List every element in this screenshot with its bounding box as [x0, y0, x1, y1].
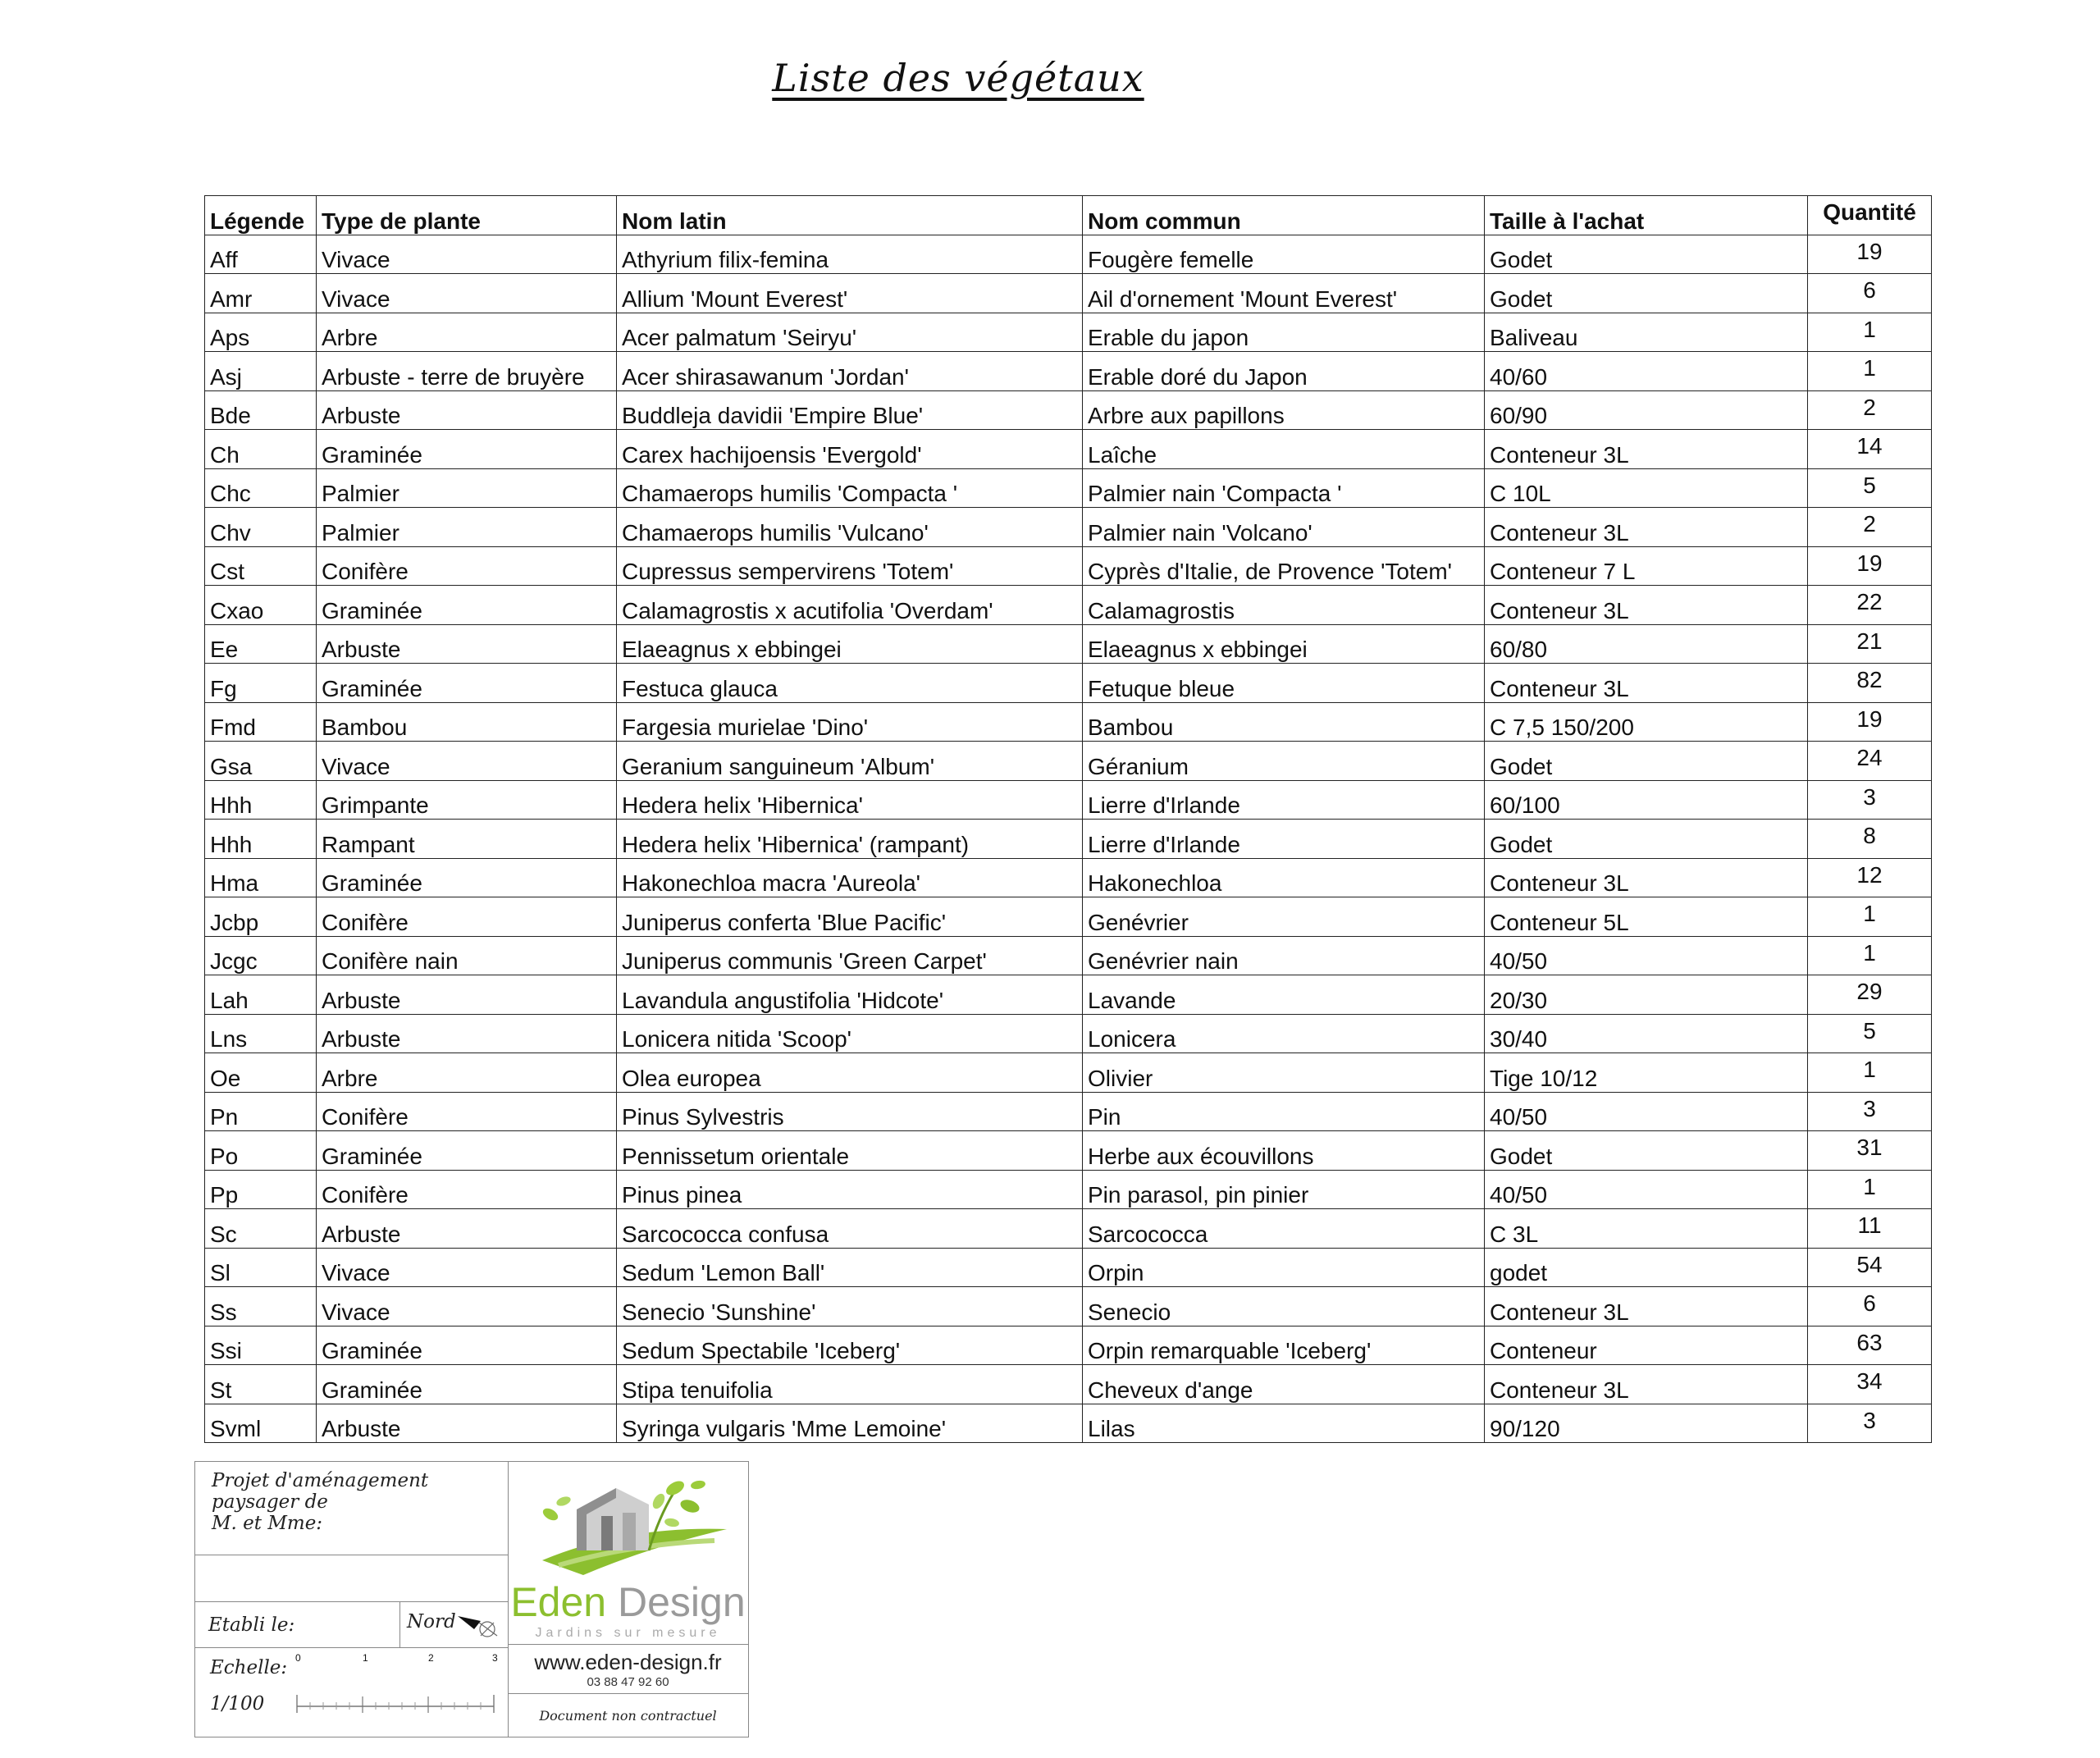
- cell-type: Bambou: [317, 702, 617, 742]
- brand-name-part1: Eden: [510, 1579, 607, 1625]
- cell-quantite: 3: [1808, 780, 1932, 820]
- website-link[interactable]: www.eden-design.fr: [534, 1650, 722, 1674]
- cell-taille: Conteneur 3L: [1485, 664, 1808, 703]
- cell-legende: Jcbp: [205, 897, 317, 937]
- cell-nom-latin: Juniperus communis 'Green Carpet': [617, 936, 1083, 975]
- cell-quantite: 1: [1808, 1170, 1932, 1209]
- page-title: Liste des végétaux: [772, 56, 1144, 100]
- cell-legende: Oe: [205, 1053, 317, 1093]
- cell-quantite: 11: [1808, 1209, 1932, 1249]
- scale-value: 1/100: [210, 1693, 265, 1715]
- cell-nom-latin: Calamagrostis x acutifolia 'Overdam': [617, 586, 1083, 625]
- cell-nom-commun: Cyprès d'Italie, de Provence 'Totem': [1083, 546, 1485, 586]
- cell-taille: godet: [1485, 1248, 1808, 1287]
- cell-taille: Conteneur 3L: [1485, 508, 1808, 547]
- cell-type: Palmier: [317, 508, 617, 547]
- cell-nom-commun: Ail d'ornement 'Mount Everest': [1083, 274, 1485, 313]
- cell-quantite: 3: [1808, 1092, 1932, 1131]
- brand-tagline: Jardins sur mesure: [535, 1626, 721, 1640]
- cell-legende: Sc: [205, 1209, 317, 1249]
- cell-type: Conifère: [317, 1170, 617, 1209]
- cell-legende: Asj: [205, 352, 317, 391]
- table-row: [205, 858, 1932, 897]
- cell-taille: Conteneur 5L: [1485, 897, 1808, 937]
- cell-nom-latin: Syringa vulgaris 'Mme Lemoine': [617, 1404, 1083, 1443]
- cell-nom-latin: Elaeagnus x ebbingei: [617, 624, 1083, 664]
- table-row: [205, 1014, 1932, 1053]
- table-row: [205, 1209, 1932, 1249]
- cell-taille: 20/30: [1485, 975, 1808, 1015]
- cell-nom-commun: Lierre d'Irlande: [1083, 820, 1485, 859]
- cell-quantite: 21: [1808, 624, 1932, 664]
- cell-legende: Pp: [205, 1170, 317, 1209]
- table-row: [205, 1287, 1932, 1326]
- cell-nom-latin: Carex hachijoensis 'Evergold': [617, 430, 1083, 469]
- cell-quantite: 19: [1808, 702, 1932, 742]
- header-legende: Légende: [205, 196, 317, 235]
- cell-type: Grimpante: [317, 780, 617, 820]
- cell-nom-commun: Cheveux d'ange: [1083, 1365, 1485, 1404]
- cell-legende: Chc: [205, 468, 317, 508]
- cell-taille: Godet: [1485, 274, 1808, 313]
- cell-nom-latin: Hakonechloa macra 'Aureola': [617, 858, 1083, 897]
- cell-quantite: 6: [1808, 1287, 1932, 1326]
- cell-nom-commun: Fougère femelle: [1083, 235, 1485, 274]
- scale-bar: [294, 1690, 499, 1715]
- cell-nom-latin: Acer shirasawanum 'Jordan': [617, 352, 1083, 391]
- cell-nom-commun: Olivier: [1083, 1053, 1485, 1093]
- established-label: Etabli le:: [208, 1614, 295, 1636]
- table-row: [205, 546, 1932, 586]
- cell-nom-latin: Hedera helix 'Hibernica' (rampant): [617, 820, 1083, 859]
- cell-type: Palmier: [317, 468, 617, 508]
- scale-tick-2: 2: [428, 1652, 434, 1664]
- cell-nom-latin: Sedum Spectabile 'Iceberg': [617, 1326, 1083, 1365]
- cell-legende: St: [205, 1365, 317, 1404]
- cell-nom-latin: Chamaerops humilis 'Compacta ': [617, 468, 1083, 508]
- table-header-row: [205, 196, 1932, 235]
- table-row: [205, 1404, 1932, 1443]
- header-nom-commun: Nom commun: [1083, 196, 1485, 235]
- cell-quantite: 1: [1808, 1053, 1932, 1093]
- cell-nom-commun: Lilas: [1083, 1404, 1485, 1443]
- cell-legende: Hma: [205, 858, 317, 897]
- cell-legende: Jcgc: [205, 936, 317, 975]
- cell-type: Vivace: [317, 235, 617, 274]
- cell-nom-commun: Arbre aux papillons: [1083, 390, 1485, 430]
- cell-nom-latin: Juniperus conferta 'Blue Pacific': [617, 897, 1083, 937]
- cell-taille: Baliveau: [1485, 313, 1808, 352]
- cell-nom-commun: Sarcococca: [1083, 1209, 1485, 1249]
- cell-legende: Gsa: [205, 742, 317, 781]
- cell-legende: Cst: [205, 546, 317, 586]
- cell-nom-commun: Lonicera: [1083, 1014, 1485, 1053]
- cell-quantite: 82: [1808, 664, 1932, 703]
- cell-nom-latin: Festuca glauca: [617, 664, 1083, 703]
- table-row: [205, 586, 1932, 625]
- cell-taille: Conteneur 3L: [1485, 1287, 1808, 1326]
- table-row: [205, 936, 1932, 975]
- cell-nom-commun: Bambou: [1083, 702, 1485, 742]
- cell-taille: 60/80: [1485, 624, 1808, 664]
- cell-nom-latin: Acer palmatum 'Seiryu': [617, 313, 1083, 352]
- table-row: [205, 975, 1932, 1015]
- cell-type: Graminée: [317, 858, 617, 897]
- table-row: [205, 1365, 1932, 1404]
- cell-quantite: 29: [1808, 975, 1932, 1015]
- cell-taille: C 10L: [1485, 468, 1808, 508]
- cell-nom-latin: Olea europea: [617, 1053, 1083, 1093]
- table-row: [205, 897, 1932, 937]
- cell-taille: 60/90: [1485, 390, 1808, 430]
- cell-legende: Bde: [205, 390, 317, 430]
- cell-type: Arbuste - terre de bruyère: [317, 352, 617, 391]
- cell-type: Vivace: [317, 274, 617, 313]
- phone-number: 03 88 47 92 60: [587, 1675, 669, 1689]
- table-row: [205, 780, 1932, 820]
- cell-legende: Fg: [205, 664, 317, 703]
- table-row: [205, 1131, 1932, 1171]
- cell-quantite: 2: [1808, 508, 1932, 547]
- brand-name-part2: Design: [618, 1579, 746, 1625]
- scale-tick-3: 3: [492, 1652, 498, 1664]
- cell-nom-commun: Géranium: [1083, 742, 1485, 781]
- table-row: [205, 390, 1932, 430]
- cell-taille: 90/120: [1485, 1404, 1808, 1443]
- table-row: [205, 352, 1932, 391]
- header-quantite: Quantité: [1808, 196, 1932, 235]
- cell-taille: 40/60: [1485, 352, 1808, 391]
- table-row: [205, 274, 1932, 313]
- eden-design-logo: [526, 1468, 731, 1583]
- cell-nom-latin: Fargesia murielae 'Dino': [617, 702, 1083, 742]
- cell-quantite: 2: [1808, 390, 1932, 430]
- disclaimer: Document non contractuel: [539, 1708, 717, 1724]
- cell-nom-commun: Calamagrostis: [1083, 586, 1485, 625]
- cell-taille: C 7,5 150/200: [1485, 702, 1808, 742]
- cell-quantite: 8: [1808, 820, 1932, 859]
- cell-legende: Chv: [205, 508, 317, 547]
- cell-legende: Lns: [205, 1014, 317, 1053]
- cell-quantite: 19: [1808, 546, 1932, 586]
- cell-legende: Aps: [205, 313, 317, 352]
- cell-nom-commun: Elaeagnus x ebbingei: [1083, 624, 1485, 664]
- header-type: Type de plante: [317, 196, 617, 235]
- cell-nom-latin: Chamaerops humilis 'Vulcano': [617, 508, 1083, 547]
- cell-type: Graminée: [317, 1131, 617, 1171]
- cell-taille: 40/50: [1485, 936, 1808, 975]
- cell-nom-commun: Hakonechloa: [1083, 858, 1485, 897]
- cell-legende: Hhh: [205, 780, 317, 820]
- cell-taille: Conteneur 3L: [1485, 1365, 1808, 1404]
- cell-legende: Ssi: [205, 1326, 317, 1365]
- cell-legende: Ee: [205, 624, 317, 664]
- project-line-2: M. et Mme:: [212, 1513, 323, 1534]
- cell-nom-commun: Orpin remarquable 'Iceberg': [1083, 1326, 1485, 1365]
- header-nom-latin: Nom latin: [617, 196, 1083, 235]
- cell-quantite: 54: [1808, 1248, 1932, 1287]
- cell-type: Conifère: [317, 897, 617, 937]
- cell-taille: Conteneur 3L: [1485, 586, 1808, 625]
- cell-legende: Pn: [205, 1092, 317, 1131]
- table-row: [205, 1092, 1932, 1131]
- cell-type: Arbuste: [317, 1404, 617, 1443]
- cell-nom-latin: Geranium sanguineum 'Album': [617, 742, 1083, 781]
- table-row: [205, 624, 1932, 664]
- title-block-brand: [508, 1462, 748, 1737]
- cell-quantite: 12: [1808, 858, 1932, 897]
- cell-type: Graminée: [317, 586, 617, 625]
- cell-nom-commun: Pin parasol, pin pinier: [1083, 1170, 1485, 1209]
- cell-type: Vivace: [317, 1248, 617, 1287]
- cell-quantite: 5: [1808, 468, 1932, 508]
- cell-legende: Ch: [205, 430, 317, 469]
- cell-nom-latin: Cupressus sempervirens 'Totem': [617, 546, 1083, 586]
- scale-label: Echelle:: [210, 1657, 288, 1678]
- cell-taille: 40/50: [1485, 1170, 1808, 1209]
- cell-nom-commun: Senecio: [1083, 1287, 1485, 1326]
- cell-quantite: 22: [1808, 586, 1932, 625]
- cell-legende: Ss: [205, 1287, 317, 1326]
- cell-nom-commun: Erable doré du Japon: [1083, 352, 1485, 391]
- table-row: [205, 235, 1932, 274]
- cell-type: Arbre: [317, 1053, 617, 1093]
- cell-legende: Fmd: [205, 702, 317, 742]
- cell-taille: Conteneur: [1485, 1326, 1808, 1365]
- cell-type: Arbuste: [317, 1014, 617, 1053]
- cell-taille: Godet: [1485, 235, 1808, 274]
- cell-nom-latin: Allium 'Mount Everest': [617, 274, 1083, 313]
- scale-tick-1: 1: [363, 1652, 368, 1664]
- cell-quantite: 1: [1808, 897, 1932, 937]
- cell-quantite: 19: [1808, 235, 1932, 274]
- cell-quantite: 14: [1808, 430, 1932, 469]
- cell-nom-latin: Sedum 'Lemon Ball': [617, 1248, 1083, 1287]
- cell-taille: 40/50: [1485, 1092, 1808, 1131]
- table-row: [205, 508, 1932, 547]
- cell-nom-commun: Herbe aux écouvillons: [1083, 1131, 1485, 1171]
- cell-quantite: 1: [1808, 313, 1932, 352]
- cell-quantite: 3: [1808, 1404, 1932, 1443]
- cell-taille: Godet: [1485, 742, 1808, 781]
- cell-type: Rampant: [317, 820, 617, 859]
- table-row: [205, 820, 1932, 859]
- cell-legende: Hhh: [205, 820, 317, 859]
- table-row: [205, 1170, 1932, 1209]
- cell-nom-commun: Palmier nain 'Volcano': [1083, 508, 1485, 547]
- cell-nom-latin: Hedera helix 'Hibernica': [617, 780, 1083, 820]
- cell-taille: Tige 10/12: [1485, 1053, 1808, 1093]
- cell-quantite: 1: [1808, 352, 1932, 391]
- cell-taille: C 3L: [1485, 1209, 1808, 1249]
- cell-legende: Amr: [205, 274, 317, 313]
- table-row: [205, 468, 1932, 508]
- cell-quantite: 24: [1808, 742, 1932, 781]
- cell-nom-latin: Pennissetum orientale: [617, 1131, 1083, 1171]
- cell-type: Arbuste: [317, 390, 617, 430]
- cell-nom-latin: Pinus Sylvestris: [617, 1092, 1083, 1131]
- cell-nom-commun: Fetuque bleue: [1083, 664, 1485, 703]
- table-row: [205, 1326, 1932, 1365]
- cell-nom-commun: Lavande: [1083, 975, 1485, 1015]
- scale-tick-0: 0: [295, 1652, 301, 1664]
- cell-legende: Cxao: [205, 586, 317, 625]
- cell-legende: Po: [205, 1131, 317, 1171]
- cell-nom-commun: Genévrier: [1083, 897, 1485, 937]
- cell-nom-latin: Senecio 'Sunshine': [617, 1287, 1083, 1326]
- cell-type: Vivace: [317, 742, 617, 781]
- cell-nom-latin: Buddleja davidii 'Empire Blue': [617, 390, 1083, 430]
- table-row: [205, 1053, 1932, 1093]
- cell-nom-commun: Pin: [1083, 1092, 1485, 1131]
- table-row: [205, 313, 1932, 352]
- north-label: Nord: [407, 1611, 456, 1632]
- cell-legende: Aff: [205, 235, 317, 274]
- cell-quantite: 63: [1808, 1326, 1932, 1365]
- cell-nom-commun: Orpin: [1083, 1248, 1485, 1287]
- cell-taille: Godet: [1485, 1131, 1808, 1171]
- cell-type: Graminée: [317, 664, 617, 703]
- project-line-1: Projet d'aménagement paysager de: [212, 1470, 429, 1513]
- cell-type: Conifère nain: [317, 936, 617, 975]
- cell-type: Arbuste: [317, 1209, 617, 1249]
- cell-nom-commun: Erable du japon: [1083, 313, 1485, 352]
- cell-type: Vivace: [317, 1287, 617, 1326]
- cell-type: Graminée: [317, 430, 617, 469]
- cell-type: Arbuste: [317, 624, 617, 664]
- cell-taille: Conteneur 3L: [1485, 858, 1808, 897]
- cell-legende: Svml: [205, 1404, 317, 1443]
- table-row: [205, 664, 1932, 703]
- cell-type: Conifère: [317, 546, 617, 586]
- cell-quantite: 1: [1808, 936, 1932, 975]
- cell-type: Conifère: [317, 1092, 617, 1131]
- cell-nom-commun: Palmier nain 'Compacta ': [1083, 468, 1485, 508]
- cell-quantite: 5: [1808, 1014, 1932, 1053]
- cell-nom-commun: Lierre d'Irlande: [1083, 780, 1485, 820]
- cell-nom-commun: Laîche: [1083, 430, 1485, 469]
- cell-taille: Conteneur 3L: [1485, 430, 1808, 469]
- cell-quantite: 6: [1808, 274, 1932, 313]
- cell-type: Arbuste: [317, 975, 617, 1015]
- title-block-info: [195, 1462, 509, 1737]
- cell-type: Graminée: [317, 1326, 617, 1365]
- title-block: [194, 1461, 749, 1737]
- cell-nom-commun: Genévrier nain: [1083, 936, 1485, 975]
- cell-nom-latin: Pinus pinea: [617, 1170, 1083, 1209]
- cell-nom-latin: Lonicera nitida 'Scoop': [617, 1014, 1083, 1053]
- header-taille: Taille à l'achat: [1485, 196, 1808, 235]
- cell-type: Graminée: [317, 1365, 617, 1404]
- cell-nom-latin: Stipa tenuifolia: [617, 1365, 1083, 1404]
- cell-nom-latin: Lavandula angustifolia 'Hidcote': [617, 975, 1083, 1015]
- plants-table: [204, 195, 1932, 1443]
- table-row: [205, 702, 1932, 742]
- table-row: [205, 430, 1932, 469]
- cell-quantite: 31: [1808, 1131, 1932, 1171]
- cell-taille: Conteneur 7 L: [1485, 546, 1808, 586]
- north-arrow-icon: [456, 1611, 501, 1641]
- cell-type: Arbre: [317, 313, 617, 352]
- cell-quantite: 34: [1808, 1365, 1932, 1404]
- table-row: [205, 742, 1932, 781]
- table-row: [205, 1248, 1932, 1287]
- cell-taille: 60/100: [1485, 780, 1808, 820]
- cell-nom-latin: Athyrium filix-femina: [617, 235, 1083, 274]
- cell-nom-latin: Sarcococca confusa: [617, 1209, 1083, 1249]
- cell-taille: 30/40: [1485, 1014, 1808, 1053]
- cell-legende: Sl: [205, 1248, 317, 1287]
- cell-legende: Lah: [205, 975, 317, 1015]
- cell-taille: Godet: [1485, 820, 1808, 859]
- brand-name: [508, 1578, 748, 1626]
